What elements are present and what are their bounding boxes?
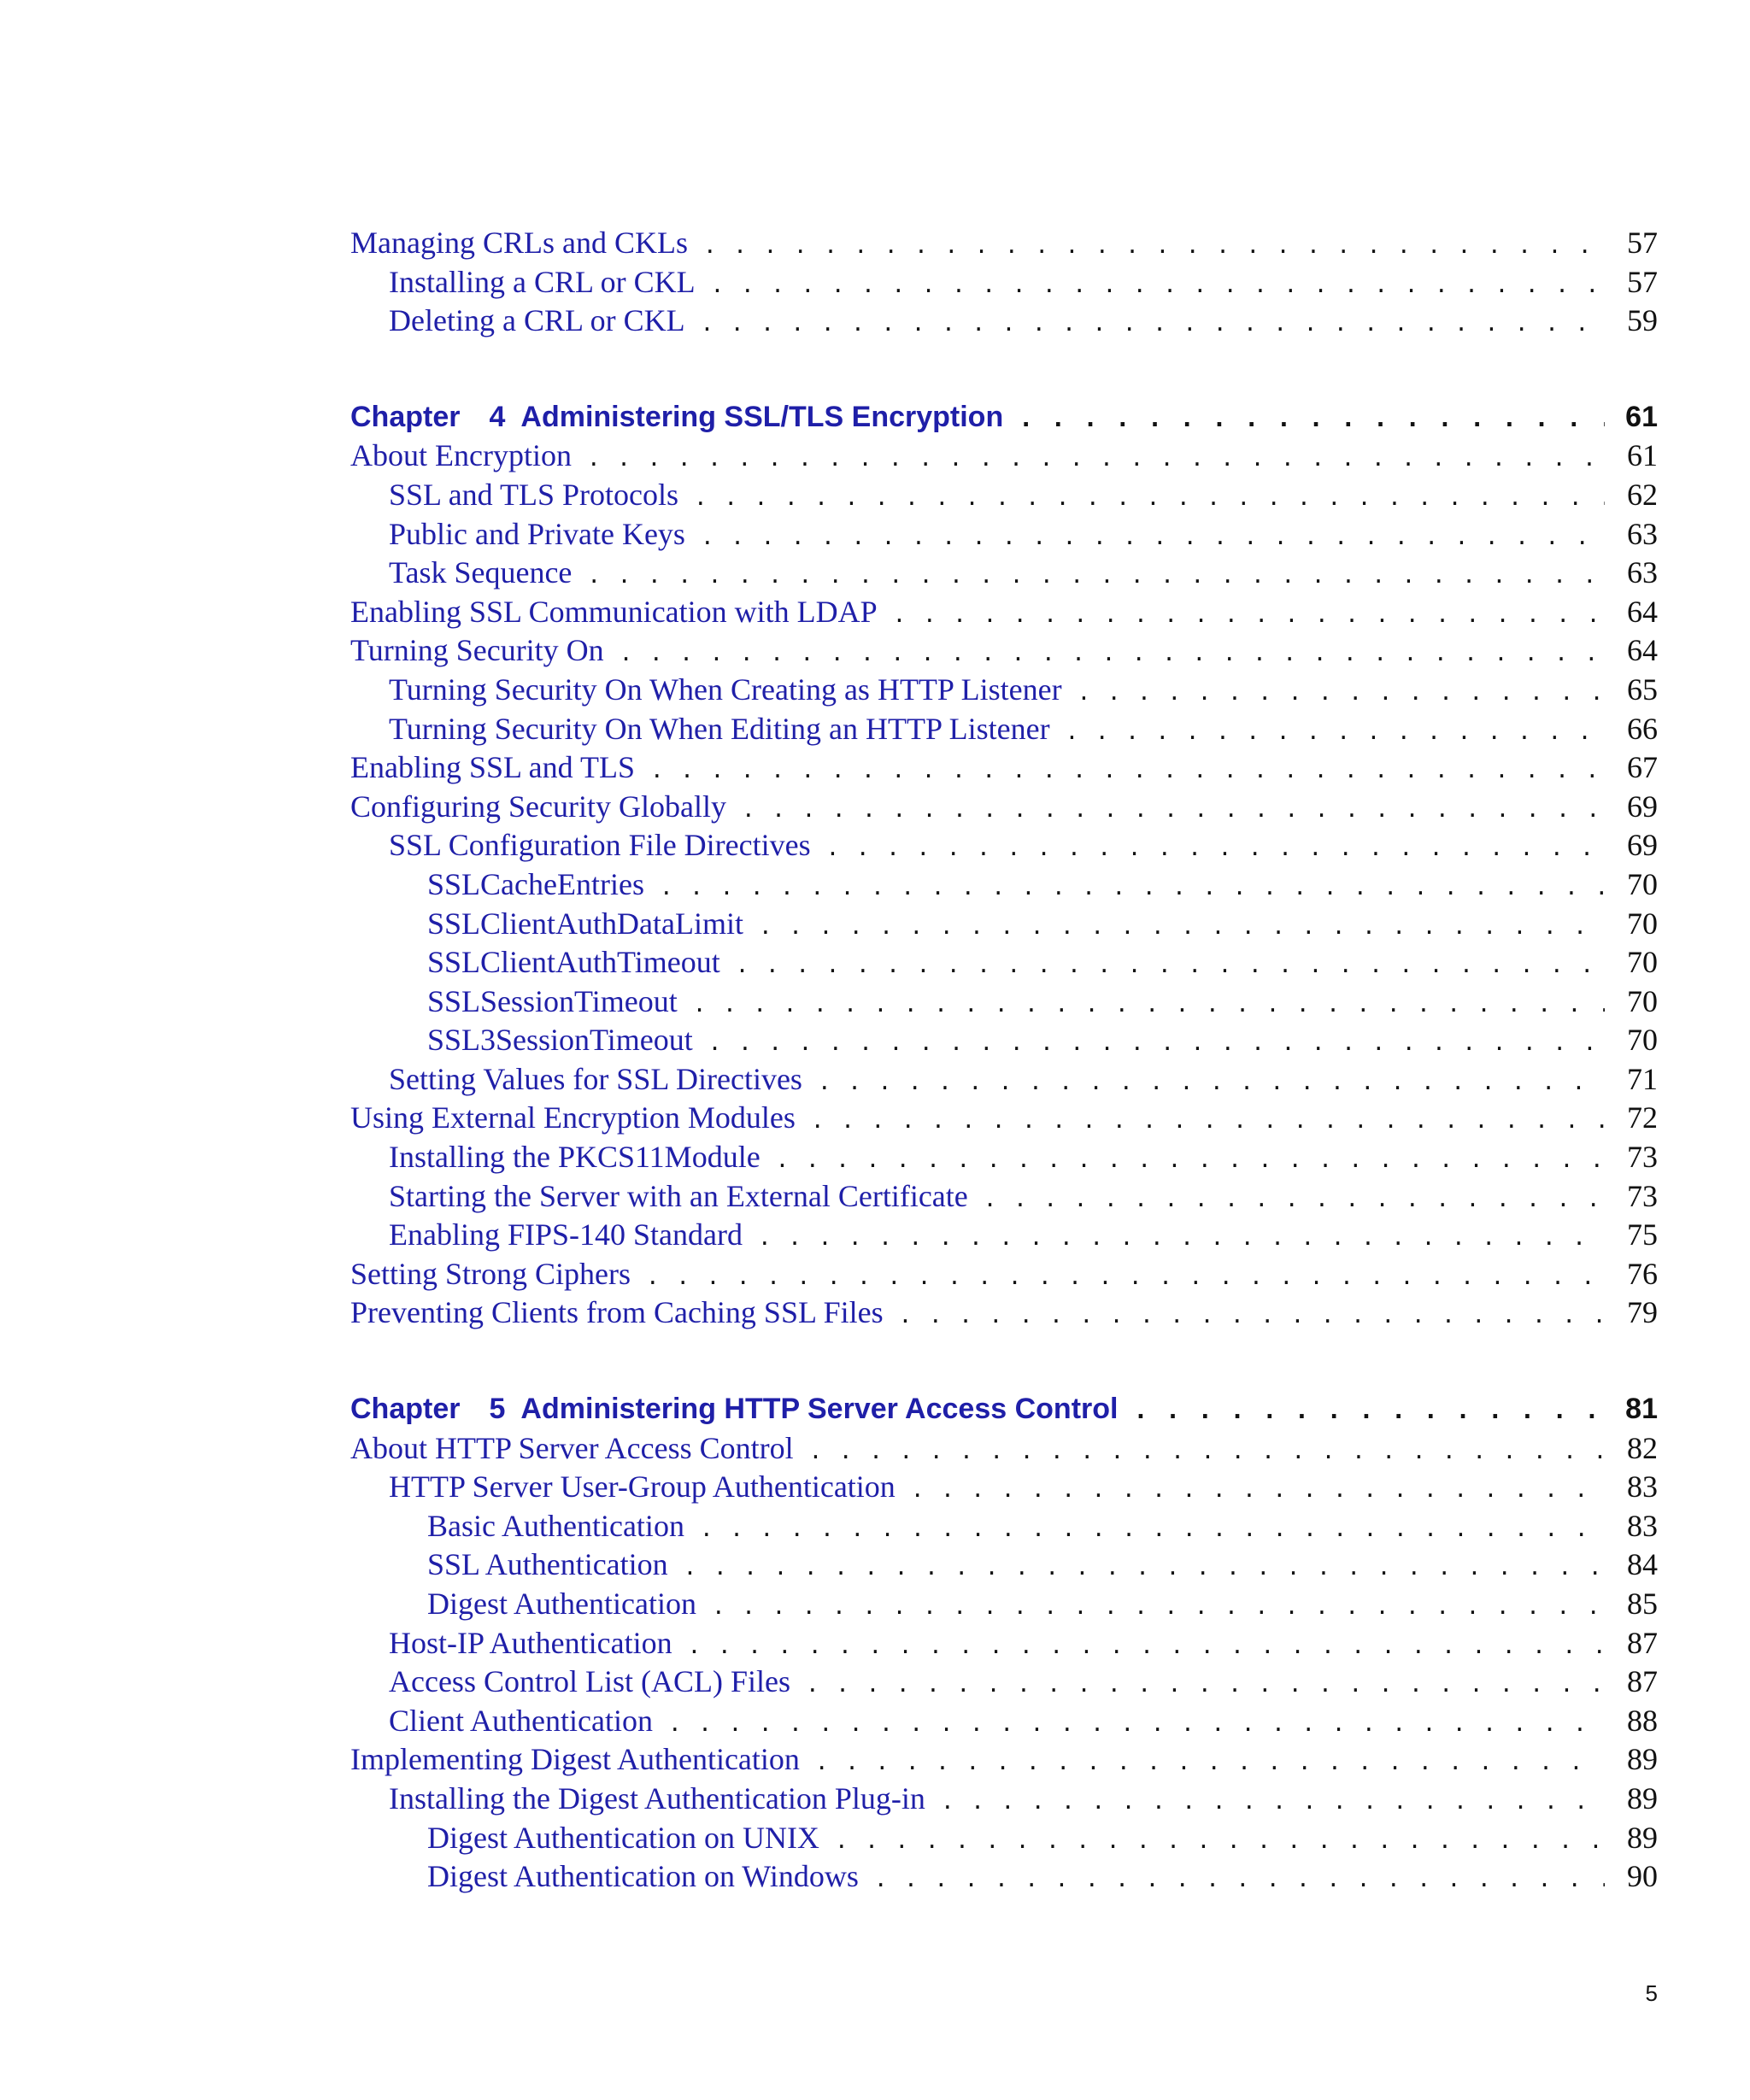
toc-entry-page-number: 69	[1627, 789, 1658, 824]
dot-leader	[1019, 399, 1605, 438]
toc-entry-page-number: 63	[1627, 555, 1658, 590]
toc-entry-link[interactable]	[350, 1507, 1658, 1546]
toc-entry-link[interactable]	[350, 554, 1658, 593]
toc-entry-link[interactable]	[350, 1060, 1658, 1100]
toc-entry-link[interactable]	[350, 437, 1658, 476]
dot-leader	[688, 1628, 1605, 1667]
toc-entry-title: SSL and TLS Protocols	[389, 477, 679, 512]
toc-entry-title: Public and Private Keys	[389, 516, 685, 551]
toc-entry-title: Configuring Security Globally	[350, 789, 726, 824]
chapter-heading-link[interactable]	[350, 398, 1658, 437]
dot-leader	[893, 596, 1605, 636]
toc-entry-page-number: 89	[1627, 1742, 1658, 1777]
dot-leader	[759, 908, 1605, 947]
toc-entry-title: Deleting a CRL or CKL	[389, 303, 685, 338]
dot-leader	[818, 1064, 1605, 1103]
dot-leader	[899, 1297, 1605, 1336]
toc-entry-link[interactable]	[350, 1780, 1658, 1819]
dot-leader	[815, 1744, 1605, 1783]
dot-leader	[911, 1471, 1605, 1510]
dot-leader	[826, 830, 1605, 869]
toc-entry-page-number: 61	[1627, 438, 1658, 473]
toc-entry-link[interactable]	[350, 788, 1658, 827]
toc-entry-page-number: 89	[1627, 1820, 1658, 1855]
toc-entry-link[interactable]	[350, 1021, 1658, 1060]
dot-leader	[693, 986, 1605, 1025]
toc-entry-page-number: 57	[1627, 264, 1658, 299]
toc-entry-title: About Encryption	[350, 438, 572, 473]
chapter-number: 4	[489, 400, 506, 433]
toc-entry-link[interactable]	[350, 671, 1658, 710]
dot-leader	[1078, 674, 1605, 713]
toc-entry-link[interactable]	[350, 631, 1658, 671]
dot-leader	[700, 1510, 1605, 1550]
toc-entry-link[interactable]	[350, 1429, 1658, 1469]
chapter-page-number: 61	[1625, 400, 1658, 433]
toc-entry-link[interactable]	[350, 515, 1658, 554]
toc-entry-title: Implementing Digest Authentication	[350, 1742, 800, 1777]
dot-leader	[776, 1141, 1605, 1181]
dot-leader	[701, 519, 1605, 558]
chapter-number: 5	[489, 1393, 506, 1426]
dot-leader	[736, 947, 1605, 986]
dot-leader	[708, 1024, 1605, 1064]
toc-entry-page-number: 76	[1627, 1256, 1658, 1291]
toc-entry-title: Preventing Clients from Caching SSL Files	[350, 1295, 884, 1330]
toc-entry-title: Installing the PKCS11Module	[389, 1140, 760, 1175]
page-number: 5	[1645, 1980, 1658, 2006]
toc-entry-title: Installing the Digest Authentication Plug-in	[389, 1780, 925, 1816]
toc-entry-title: SSL3SessionTimeout	[427, 1023, 693, 1058]
dot-leader	[984, 1181, 1605, 1220]
toc-entry-link[interactable]	[350, 302, 1658, 341]
chapter-label: Chapter	[350, 400, 461, 433]
toc-entry-page-number: 82	[1627, 1430, 1658, 1465]
toc-entry-title: Installing a CRL or CKL	[389, 264, 696, 299]
toc-entry-page-number: 75	[1627, 1217, 1658, 1252]
toc-entry-title: Client Authentication	[389, 1703, 653, 1738]
toc-entry-page-number: 63	[1627, 516, 1658, 551]
dot-leader	[1133, 1391, 1605, 1430]
toc-entry-page-number: 64	[1627, 594, 1658, 629]
dot-leader	[811, 1102, 1605, 1141]
section-gap	[350, 1333, 1658, 1390]
toc-entry-page-number: 72	[1627, 1100, 1658, 1135]
toc-entry-page-number: 67	[1627, 750, 1658, 785]
toc-entry-title: Turning Security On When Editing an HTTP Listener	[389, 711, 1050, 746]
toc-entry-page-number: 62	[1627, 477, 1658, 512]
toc-entry-page-number: 70	[1627, 906, 1658, 941]
toc-entry-link[interactable]	[350, 1468, 1658, 1507]
toc-entry-link[interactable]	[350, 263, 1658, 302]
toc-entry-page-number: 57	[1627, 226, 1658, 260]
dot-leader	[668, 1705, 1605, 1745]
toc-entry-title: About HTTP Server Access Control	[350, 1430, 794, 1465]
toc-entry-page-number: 65	[1627, 672, 1658, 707]
toc-entry-page-number: 59	[1627, 303, 1658, 338]
toc-entry-page-number: 70	[1627, 945, 1658, 980]
toc-entry-page-number: 89	[1627, 1780, 1658, 1816]
toc-entry-page-number: 85	[1627, 1587, 1658, 1621]
toc-entry-link[interactable]	[350, 826, 1658, 865]
dot-leader	[711, 267, 1605, 306]
toc-entry-link[interactable]	[350, 710, 1658, 749]
toc-entry-title: Turning Security On When Creating as HTTP Listener	[389, 672, 1062, 707]
toc-entry-title: Managing CRLs and CKLs	[350, 226, 688, 260]
toc-entry-title: SSLClientAuthDataLimit	[427, 906, 743, 941]
toc-entry-page-number: 84	[1627, 1547, 1658, 1582]
toc-entry-page-number: 73	[1627, 1140, 1658, 1175]
toc-entry-link[interactable]	[350, 905, 1658, 944]
chapter-title: Administering SSL/TLS Encryption	[520, 400, 1004, 433]
dot-leader	[806, 1666, 1605, 1705]
toc-entry-page-number: 79	[1627, 1295, 1658, 1330]
toc-entry-link[interactable]	[350, 748, 1658, 788]
toc-entry-link[interactable]	[350, 1663, 1658, 1702]
toc-entry-title: Starting the Server with an External Certificate	[389, 1178, 968, 1213]
toc-entry-title: Digest Authentication	[427, 1587, 696, 1621]
dot-leader	[758, 1219, 1605, 1258]
toc-entry-title: Enabling SSL and TLS	[350, 750, 635, 785]
dot-leader	[587, 440, 1605, 479]
toc-entry-title: Turning Security On	[350, 633, 604, 668]
toc-entry-link[interactable]	[350, 1857, 1658, 1897]
toc-entry-title: Enabling FIPS-140 Standard	[389, 1217, 743, 1252]
dot-leader	[941, 1783, 1605, 1822]
toc-entry-link[interactable]	[350, 1138, 1658, 1177]
toc-entry-page-number: 87	[1627, 1625, 1658, 1660]
chapter-label: Chapter	[350, 1393, 461, 1426]
toc-entry-link[interactable]	[350, 224, 1658, 263]
toc-entry-title: SSLClientAuthTimeout	[427, 945, 720, 980]
toc-entry-page-number: 90	[1627, 1859, 1658, 1894]
toc-entry-title: SSLSessionTimeout	[427, 983, 678, 1018]
toc-entry-link[interactable]	[350, 593, 1658, 632]
toc-entry-title: Task Sequence	[389, 555, 573, 590]
dot-leader	[1066, 713, 1605, 753]
toc-entry-page-number: 70	[1627, 866, 1658, 901]
toc-entry-title: Setting Strong Ciphers	[350, 1256, 631, 1291]
toc-entry-link[interactable]	[350, 1177, 1658, 1217]
toc-entry-title: Enabling SSL Communication with LDAP	[350, 594, 878, 629]
dot-leader	[712, 1588, 1605, 1628]
toc-entry-page-number: 87	[1627, 1664, 1658, 1699]
dot-leader	[694, 479, 1605, 519]
dot-leader	[684, 1549, 1605, 1588]
chapter-page-number: 81	[1625, 1393, 1658, 1426]
toc-entry-page-number: 70	[1627, 983, 1658, 1018]
toc-entry-page-number: 83	[1627, 1508, 1658, 1543]
toc-entry-title: SSL Authentication	[427, 1547, 668, 1582]
dot-leader	[835, 1822, 1605, 1862]
toc-entry-link[interactable]	[350, 1255, 1658, 1294]
toc-entry-page-number: 69	[1627, 828, 1658, 863]
toc-entry-link[interactable]	[350, 1624, 1658, 1663]
dot-leader	[874, 1861, 1605, 1900]
toc-entry-link[interactable]	[350, 943, 1658, 983]
toc-entry-page-number: 73	[1627, 1178, 1658, 1213]
dot-leader	[620, 635, 1605, 674]
chapter-heading-link[interactable]	[350, 1390, 1658, 1429]
toc-entry-page-number: 70	[1627, 1023, 1658, 1058]
dot-leader	[650, 752, 1605, 791]
toc-entry-link[interactable]	[350, 1216, 1658, 1255]
section-gap	[350, 341, 1658, 398]
dot-leader	[701, 305, 1605, 344]
toc-entry-page-number: 88	[1627, 1703, 1658, 1738]
toc-entry-link[interactable]	[350, 476, 1658, 515]
toc-entry-link[interactable]	[350, 1546, 1658, 1585]
toc-entry-link[interactable]	[350, 1819, 1658, 1858]
toc-entry-link[interactable]	[350, 1585, 1658, 1624]
chapter-title: Administering HTTP Server Access Control	[520, 1393, 1119, 1426]
toc-entry-page-number: 66	[1627, 711, 1658, 746]
dot-leader	[809, 1433, 1605, 1472]
table-of-contents	[350, 224, 1658, 1897]
dot-leader	[587, 557, 1605, 596]
toc-entry-title: SSLCacheEntries	[427, 866, 644, 901]
dot-leader	[646, 1258, 1605, 1298]
toc-entry-link[interactable]	[350, 1740, 1658, 1780]
toc-entry-title: Basic Authentication	[427, 1508, 684, 1543]
toc-entry-page-number: 64	[1627, 633, 1658, 668]
toc-entry-title: Setting Values for SSL Directives	[389, 1061, 802, 1096]
toc-entry-title: Access Control List (ACL) Files	[389, 1664, 790, 1699]
toc-entry-link[interactable]	[350, 1702, 1658, 1741]
dot-leader	[742, 791, 1605, 830]
toc-entry-link[interactable]	[350, 865, 1658, 905]
toc-entry-title: Digest Authentication on UNIX	[427, 1820, 819, 1855]
dot-leader	[703, 227, 1605, 267]
toc-entry-link[interactable]	[350, 983, 1658, 1022]
dot-leader	[660, 869, 1605, 908]
toc-entry-title: Host-IP Authentication	[389, 1625, 672, 1660]
toc-entry-title: Digest Authentication on Windows	[427, 1859, 859, 1894]
toc-entry-page-number: 83	[1627, 1469, 1658, 1505]
toc-entry-link[interactable]	[350, 1293, 1658, 1333]
toc-entry-title: SSL Configuration File Directives	[389, 828, 811, 863]
toc-entry-title: Using External Encryption Modules	[350, 1100, 796, 1135]
toc-entry-link[interactable]	[350, 1099, 1658, 1138]
toc-entry-page-number: 71	[1627, 1061, 1658, 1096]
toc-entry-title: HTTP Server User-Group Authentication	[389, 1469, 896, 1505]
